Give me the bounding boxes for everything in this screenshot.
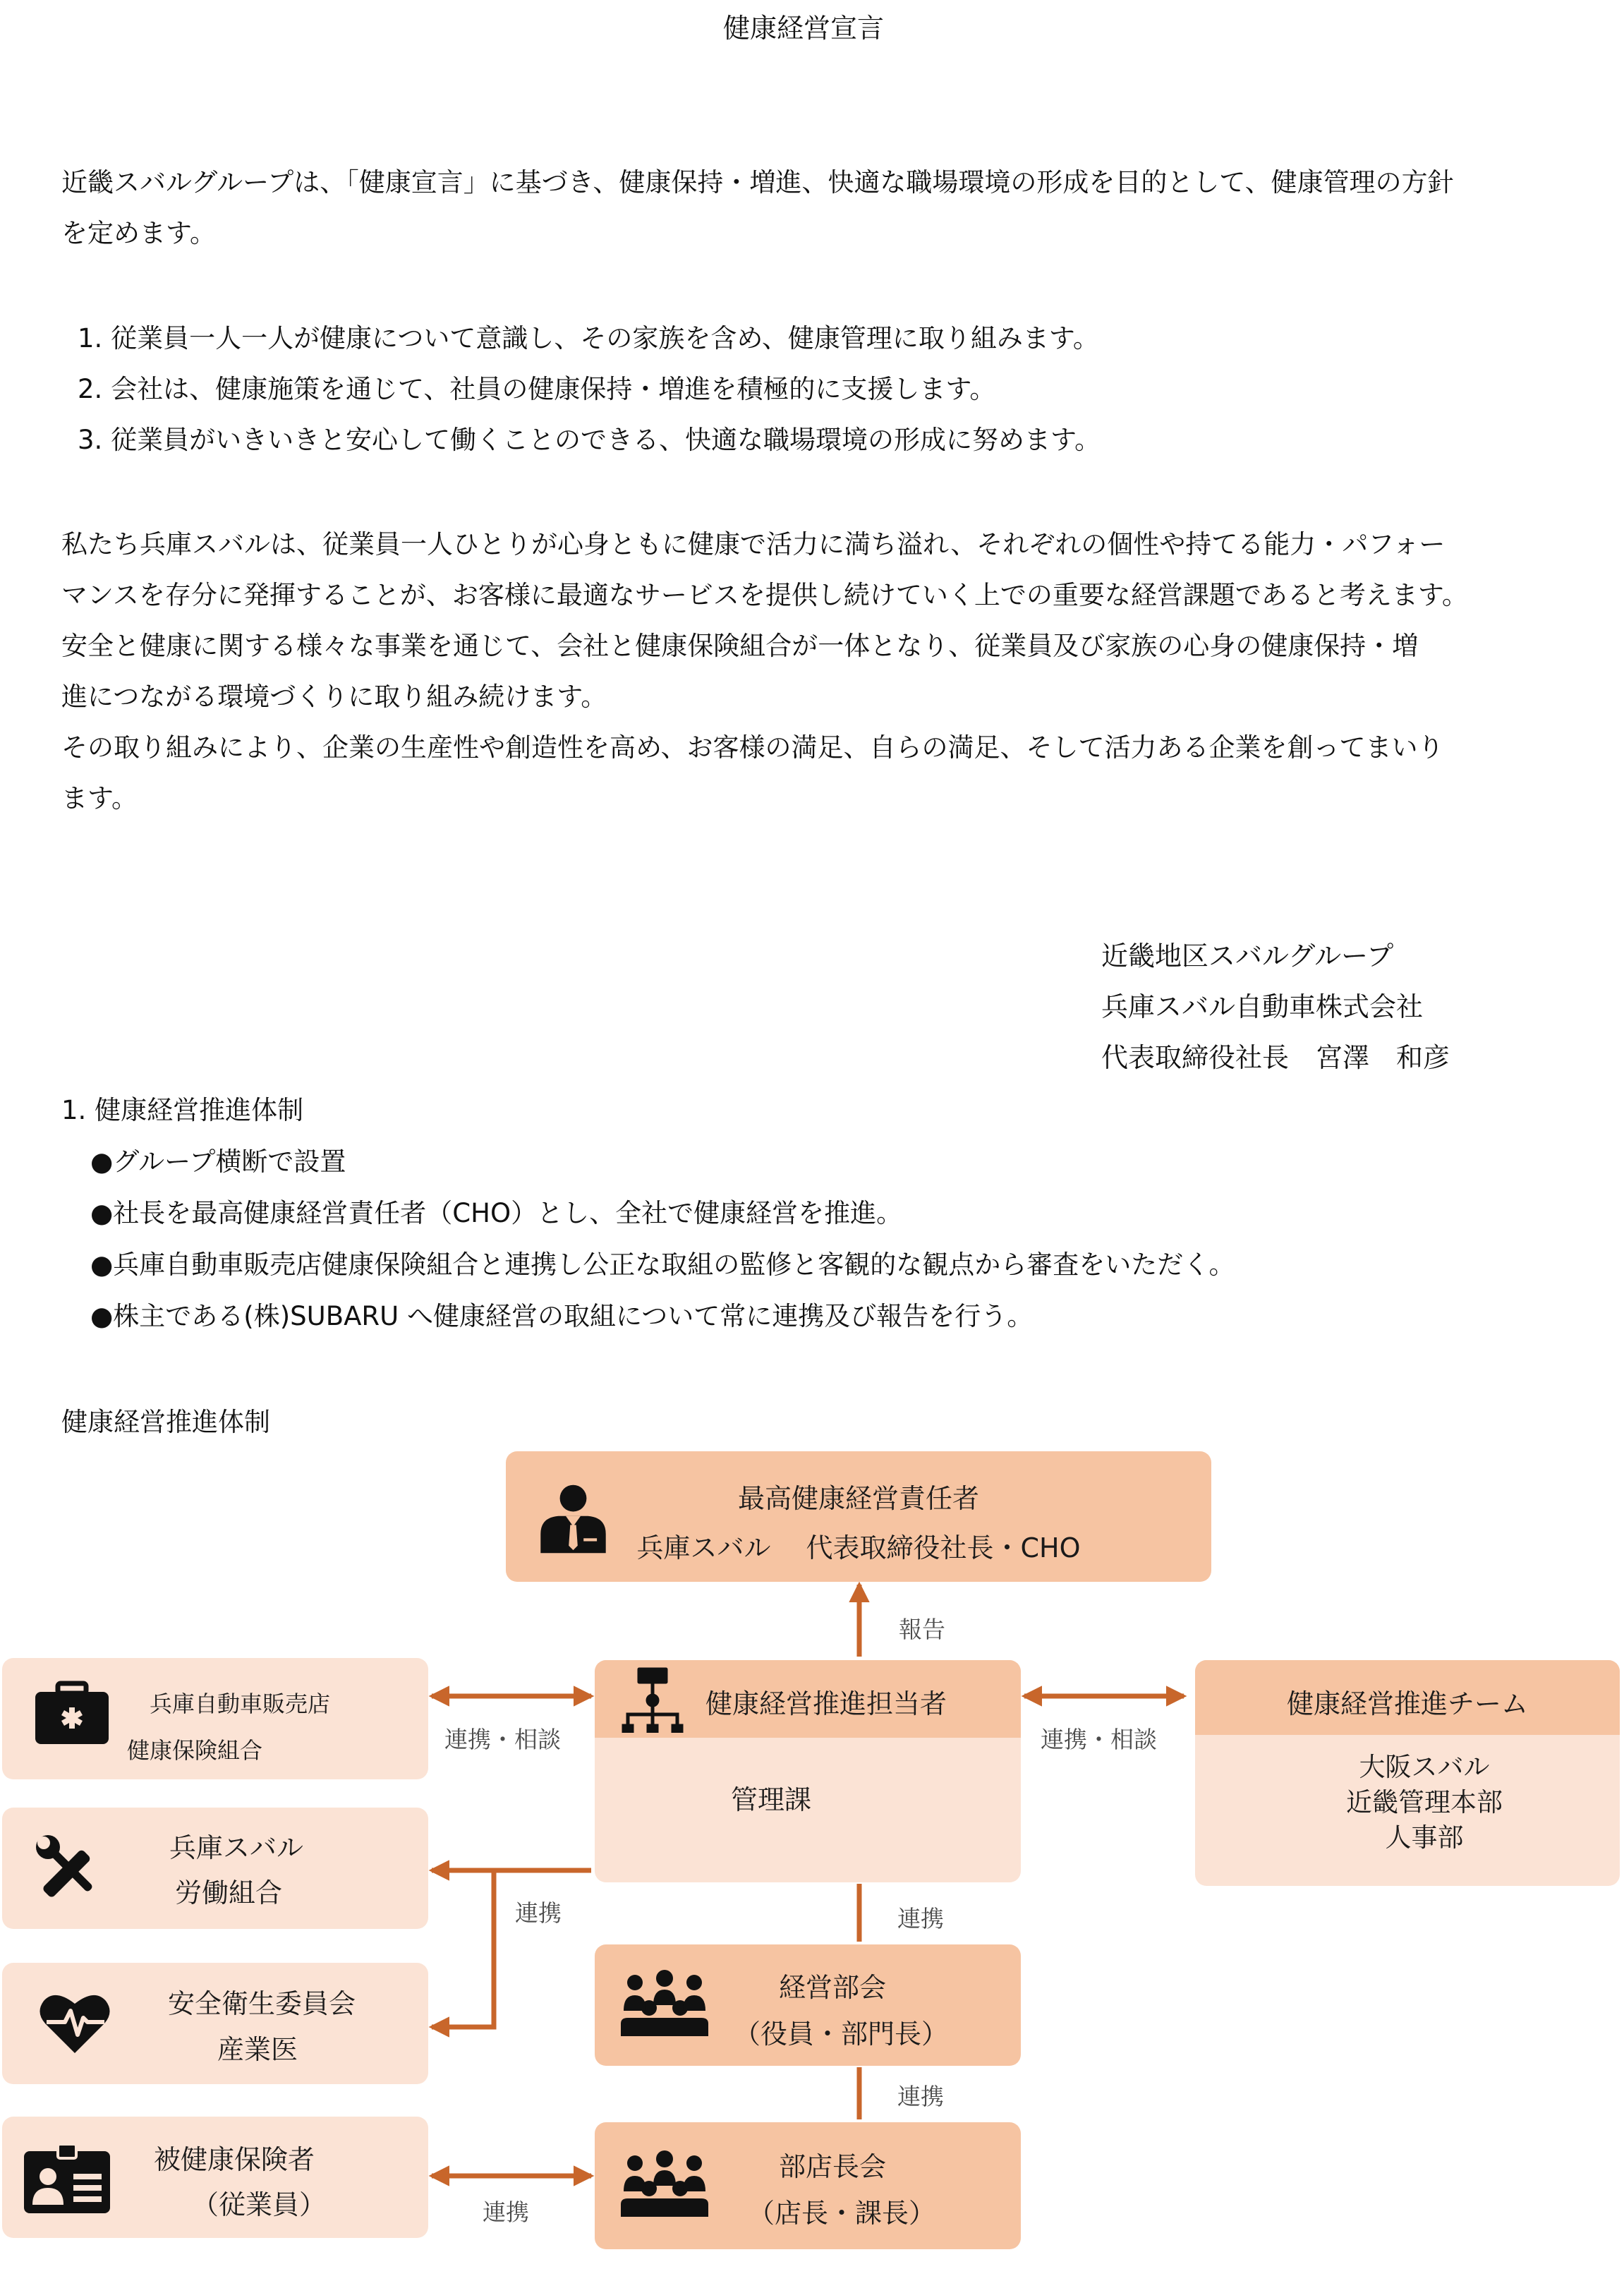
mgmt-line2: （役員・部門長） <box>734 2019 949 2050</box>
id-card-icon <box>23 2141 111 2215</box>
intro-line: を定めます。 <box>61 218 217 248</box>
coop-left-label: 連携・相談 <box>444 1726 561 1753</box>
team-members <box>1195 1750 1624 1856</box>
coop-mgmt-label: 連携 <box>897 1905 944 1932</box>
section-bullet: ●兵庫自動車販売店健康保険組合と連携し公正な取組の監修と客観的な観点から審査をいただく。 <box>90 1250 1235 1280</box>
report-label: 報告 <box>899 1616 945 1643</box>
meeting-icon <box>618 2149 711 2220</box>
cho-title: 最高健康経営責任者 <box>737 1483 979 1514</box>
branch-line1: 部店長会 <box>779 2151 887 2182</box>
coop-branch-label: 連携 <box>897 2083 944 2110</box>
section-bullet: ●株主である(株)SUBARU へ健康経営の取組について常に連携及び報告を行う。 <box>90 1301 1034 1331</box>
statement-line: 私たち兵庫スバルは、従業員一人ひとりが心身ともに健康で活力に満ち溢れ、それぞれの個性や持てる能力・パフォー <box>61 529 1446 559</box>
meeting-icon <box>618 1968 711 2039</box>
chart-title: 健康経営推進体制 <box>61 1407 270 1437</box>
statement-line: その取り組みにより、企業の生産性や創造性を高め、お客様の満足、自らの満足、そして活力ある企業を創ってまいり <box>61 732 1444 763</box>
signature-company: 兵庫スバル自動車株式会社 <box>1101 991 1424 1022</box>
page-title: 健康経営宣言 <box>723 13 885 44</box>
team-member: 近畿管理本部 <box>1346 1787 1503 1817</box>
signature-president: 代表取締役社長 宮澤 和彦 <box>1101 1042 1450 1073</box>
statement-line: ます。 <box>61 783 138 813</box>
mgmt-line1: 経営部会 <box>779 1972 887 2003</box>
branch-line2: （店長・課長） <box>748 2198 936 2229</box>
insured-line2: （従業員） <box>192 2189 327 2220</box>
team-member: 人事部 <box>1385 1822 1464 1853</box>
tools-icon <box>35 1834 106 1905</box>
coop-union-label: 連携 <box>515 1899 562 1927</box>
statement-line: 進につながる環境づくりに取り組み続けます。 <box>61 682 607 712</box>
statement-line: マンスを存分に発揮することが、お客様に最適なサービスを提供し続けていく上での重要な経営課題であると考えます。 <box>61 580 1468 610</box>
policy-item: 1. 従業員一人一人が健康について意識し、その家族を含め、健康管理に取り組みます。 <box>78 323 1099 353</box>
org-chart-icon <box>621 1665 684 1733</box>
insurance-line2: 健康保険組合 <box>127 1737 263 1764</box>
heart-pulse-icon <box>37 1990 113 2057</box>
safety-line2: 産業医 <box>217 2034 298 2065</box>
intro-line: 近畿スバルグループは、「健康宣言」に基づき、健康保持・増進、快適な職場環境の形成を目的として、健康管理の方針 <box>61 167 1454 198</box>
insurance-line1: 兵庫自動車販売店 <box>150 1690 331 1717</box>
section-bullet: ●グループ横断で設置 <box>90 1146 346 1177</box>
union-line1: 兵庫スバル <box>169 1832 304 1863</box>
promoter-title: 健康経営推進担当者 <box>705 1688 947 1719</box>
safety-line1: 安全衛生委員会 <box>168 1988 356 2019</box>
coop-insured-label: 連携 <box>483 2198 529 2226</box>
policy-item: 2. 会社は、健康施策を通じて、社員の健康保持・増進を積極的に支援します。 <box>78 374 996 404</box>
promoter-dept: 管理課 <box>730 1784 811 1815</box>
insured-line1: 被健康保険者 <box>154 2144 315 2175</box>
signature-group: 近畿地区スバルグループ <box>1101 940 1394 972</box>
section-title: 1. 健康経営推進体制 <box>61 1095 304 1125</box>
policy-item: 3. 従業員がいきいきと安心して働くことのできる、快適な職場環境の形成に努めます。 <box>78 425 1101 455</box>
safety-bracket <box>432 1870 494 2027</box>
coop-right-label: 連携・相談 <box>1041 1726 1157 1753</box>
medical-bag-icon <box>34 1681 110 1745</box>
cho-subtitle: 兵庫スバル 代表取締役社長・CHO <box>636 1532 1081 1563</box>
team-title: 健康経営推進チーム <box>1286 1688 1528 1719</box>
union-line2: 労働組合 <box>175 1877 283 1908</box>
section-bullet: ●社長を最高健康経営責任者（CHO）とし、全社で健康経営を推進。 <box>90 1198 903 1228</box>
team-member: 大阪スバル <box>1359 1752 1490 1782</box>
statement-line: 安全と健康に関する様々な事業を通じて、会社と健康保険組合が一体となり、従業員及び家族の心身の健康保持・増 <box>61 631 1419 661</box>
